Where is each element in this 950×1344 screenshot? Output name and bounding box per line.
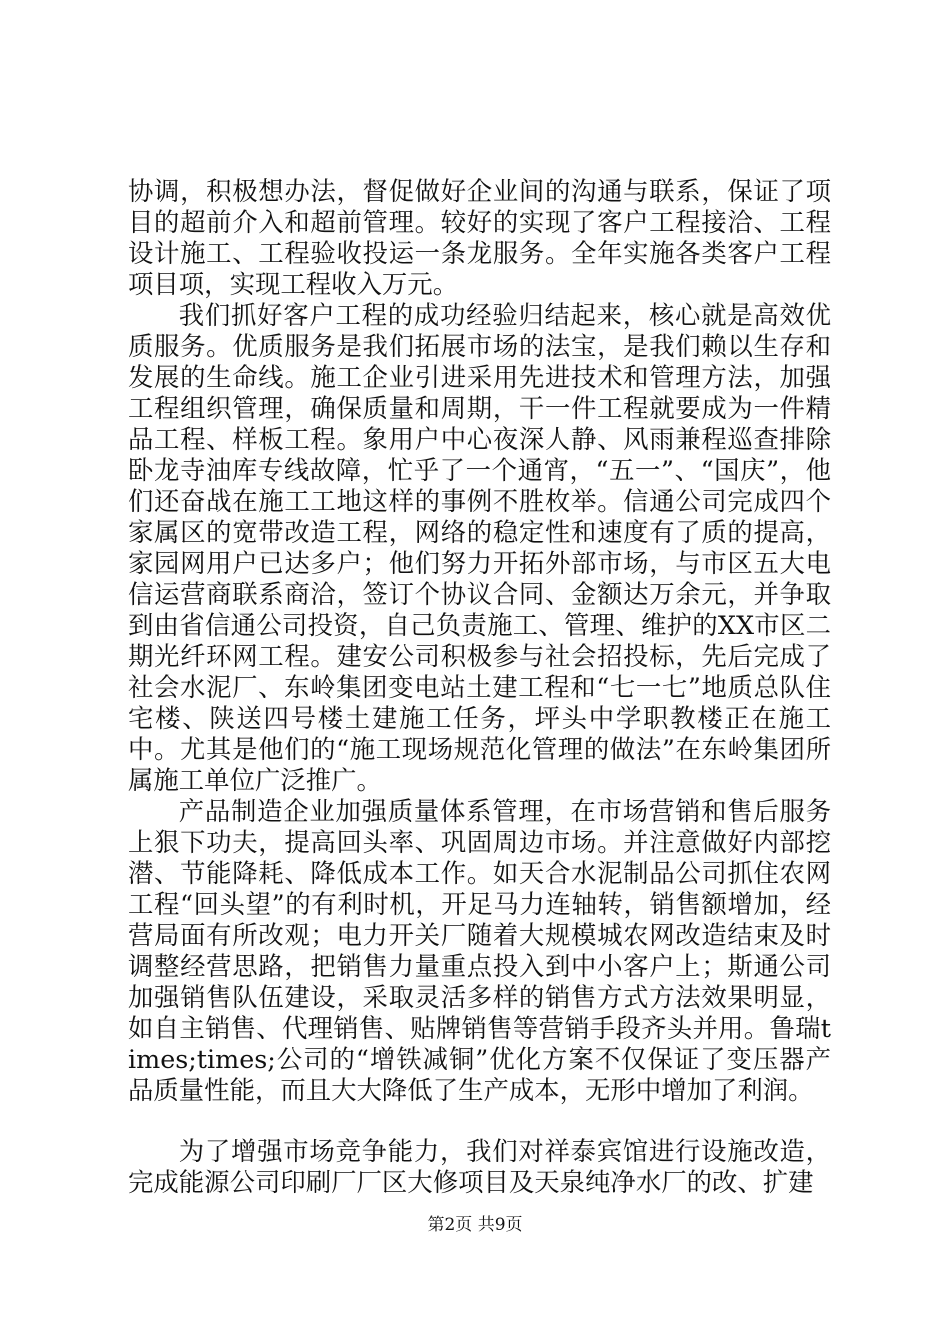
paragraph-2: 我们抓好客户工程的成功经验归结起来，核心就是高效优质服务。优质服务是我们拓展市场的法宝，是我们赖以生存和发展的生命线。施工企业引进采用先进技术和管理方法，加强工程组织管理，确保质量和周期，干一件工程就要成为一件精品工程、样板工程。象用户中心夜深人静、风雨兼程巡查排除卧龙寺油库专线故障，忙乎了一个通宵，“五一”、“国庆”，他们还奋战在施工工地这样的事例不胜枚举。信通公司完成四个家属区的宽带改造工程，网络的稳定性和速度有了质的提高，家园网用户已达多户；他们努力开拓外部市场，与市区五大电信运营商联系商洽，签订个协议合同、金额达万余元，并争取到由省信通公司投资，自己负责施工、管理、维护的XX市区二期光纤环网工程。建安公司积极参与社会招投标，先后完成了社会水泥厂、东岭集团变电站土建工程和“七一七”地质总队住宅楼、陕送四号楼土建施工任务，坪头中学职教楼正在施工中。尤其是他们的“施工现场规范化管理的做法”在东岭集团所属施工单位广泛推广。 <box>128 300 831 795</box>
paragraph-4: 为了增强市场竞争能力，我们对祥泰宾馆进行设施改造，完成能源公司印刷厂厂区大修项目及天泉纯净水厂的改、扩建 <box>128 1136 831 1197</box>
document-body <box>128 176 831 1198</box>
page-footer: 第2页 共9页 <box>427 1215 523 1235</box>
paragraph-3: 产品制造企业加强质量体系管理，在市场营销和售后服务上狠下功夫，提高回头率、巩固周边市场。并注意做好内部挖潜、节能降耗、降低成本工作。如天合水泥制品公司抓住农网工程“回头望”的有利时机，开足马力连轴转，销售额增加，经营局面有所改观；电力开关厂随着大规模城农网改造结束及时调整经营思路，把销售力量重点投入到中小客户上；斯通公司加强销售队伍建设，采取灵活多样的销售方式方法效果明显，如自主销售、代理销售、贴牌销售等营销手段齐头并用。鲁瑞times;times;公司的“增铁减铜”优化方案不仅保证了变压器产品质量性能，而且大大降低了生产成本，无形中增加了利润。 <box>128 796 831 1105</box>
paragraph-1: 协调，积极想办法，督促做好企业间的沟通与联系，保证了项目的超前介入和超前管理。较好的实现了客户工程接洽、工程设计施工、工程验收投运一条龙服务。全年实施各类客户工程项目项，实现工程收入万元。 <box>128 176 831 299</box>
